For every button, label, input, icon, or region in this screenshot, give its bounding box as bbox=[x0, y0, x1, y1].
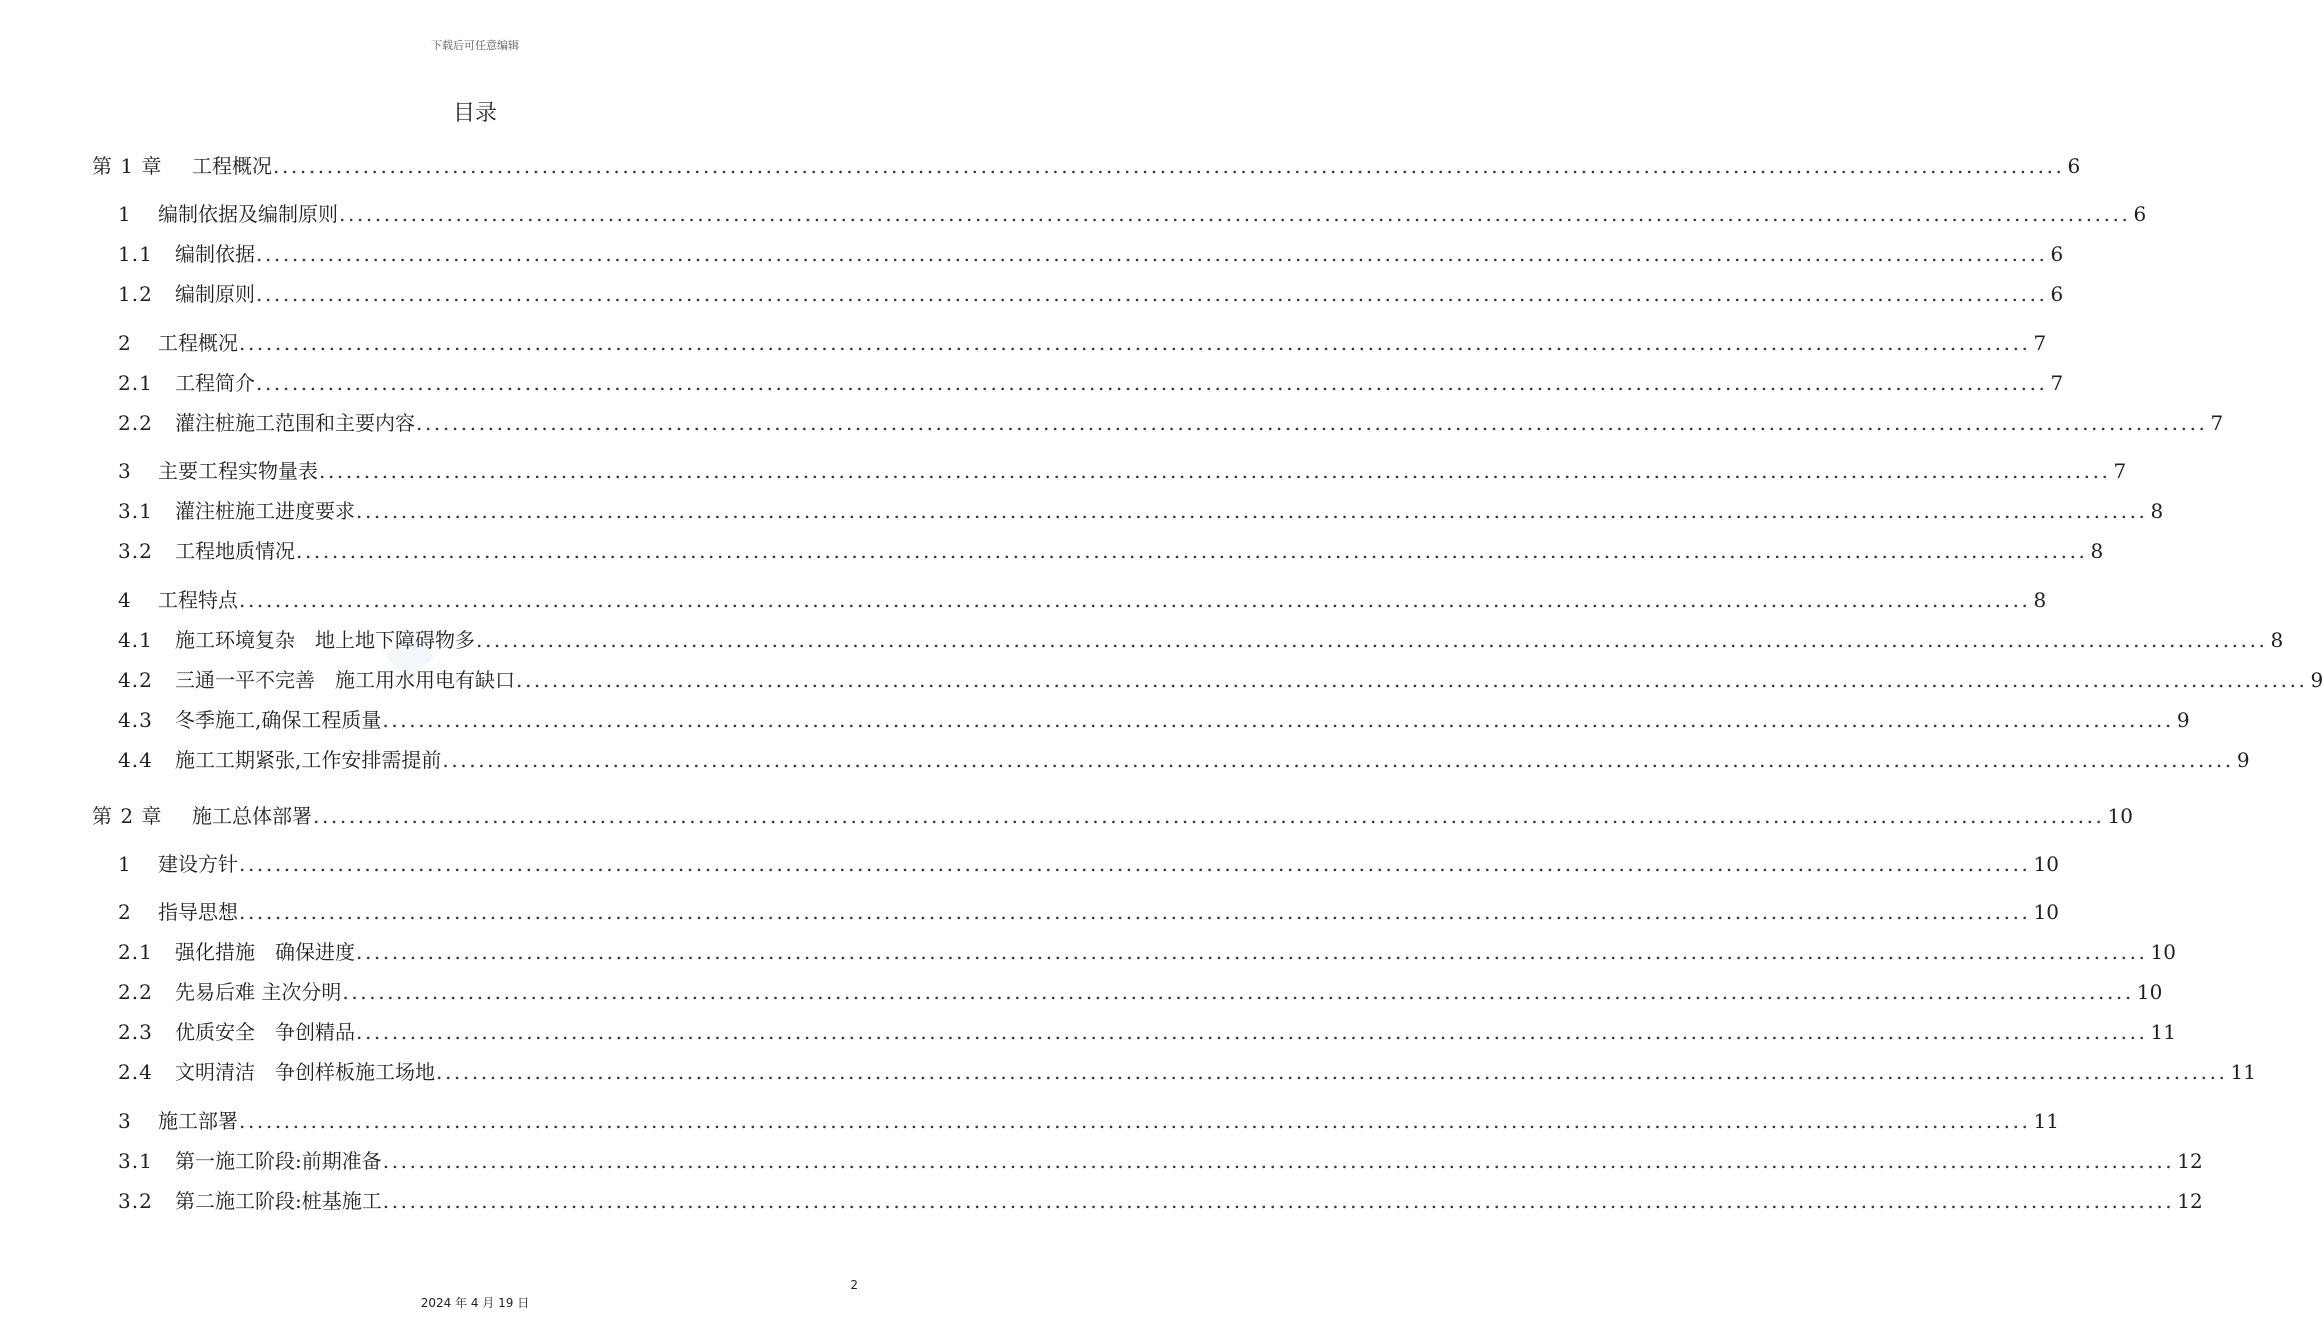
toc-entry-title: 施工环境复杂 地上地下障碍物多 bbox=[175, 628, 475, 652]
toc-entry-number: 3 bbox=[118, 1109, 132, 1133]
toc-entry-number: 2.1 bbox=[118, 940, 153, 964]
toc-entry-number: 2 bbox=[118, 331, 132, 355]
toc-entry-title: 建设方针 bbox=[158, 852, 238, 876]
page-number: 2 bbox=[850, 1278, 858, 1292]
toc-entry[interactable] bbox=[118, 1186, 2203, 1216]
toc-entry-page: 7 bbox=[2033, 331, 2047, 355]
toc-entry-number: 4.3 bbox=[118, 708, 153, 732]
toc-entry[interactable] bbox=[118, 705, 2190, 735]
toc-dot-leader: ........................................................................................................................................................................................................ bbox=[239, 588, 2031, 612]
page-header: 下载后可任意编辑 bbox=[431, 39, 519, 52]
toc-entry-number: 2.1 bbox=[118, 371, 153, 395]
toc-entry[interactable] bbox=[118, 368, 2064, 398]
toc-entry-page: 11 bbox=[2150, 1020, 2176, 1044]
toc-entry-number: 3.1 bbox=[118, 499, 153, 523]
toc-entry-title: 强化措施 确保进度 bbox=[175, 940, 355, 964]
toc-entry-number: 第 1 章 bbox=[92, 154, 163, 178]
toc-dot-leader: ........................................................................................................................................................................................................ bbox=[476, 628, 2268, 652]
toc-entry[interactable] bbox=[118, 585, 2047, 615]
toc-entry-title: 三通一平不完善 施工用水用电有缺口 bbox=[175, 668, 515, 692]
toc-entry-number: 1.2 bbox=[118, 282, 153, 306]
toc-entry-number: 2.2 bbox=[118, 411, 153, 435]
toc-dot-leader: ........................................................................................................................................................................................................ bbox=[342, 980, 2134, 1004]
toc-entry-number: 3.1 bbox=[118, 1149, 153, 1173]
toc-dot-leader: ........................................................................................................................................................................................................ bbox=[442, 748, 2234, 772]
footer-date: 2024 年 4 月 19 日 bbox=[420, 1296, 530, 1310]
toc-entry-title: 第一施工阶段:前期准备 bbox=[175, 1149, 382, 1173]
toc-entry[interactable] bbox=[118, 328, 2047, 358]
toc-dot-leader: ........................................................................................................................................................................................................ bbox=[319, 459, 2111, 483]
toc-entry-page: 10 bbox=[2150, 940, 2176, 964]
toc-entry-page: 11 bbox=[2033, 1109, 2059, 1133]
toc-entry[interactable] bbox=[118, 625, 2284, 655]
toc-entry[interactable] bbox=[118, 239, 2064, 269]
toc-dot-leader: ........................................................................................................................................................................................................ bbox=[416, 411, 2208, 435]
toc-entry-number: 2.3 bbox=[118, 1020, 153, 1044]
toc-entry-title: 灌注桩施工进度要求 bbox=[175, 499, 355, 523]
toc-entry[interactable] bbox=[118, 1057, 2256, 1087]
toc-entry[interactable] bbox=[118, 199, 2147, 229]
toc-entry-number: 4 bbox=[118, 588, 132, 612]
toc-entry-page: 12 bbox=[2177, 1189, 2203, 1213]
toc-entry-number: 第 2 章 bbox=[92, 804, 163, 828]
toc-entry-page: 7 bbox=[2113, 459, 2127, 483]
toc-dot-leader: ........................................................................................................................................................................................................ bbox=[356, 940, 2148, 964]
toc-entry-page: 10 bbox=[2033, 900, 2059, 924]
toc-entry[interactable] bbox=[118, 1146, 2203, 1176]
toc-entry-title: 施工工期紧张,工作安排需提前 bbox=[175, 748, 442, 772]
toc-dot-leader: ........................................................................................................................................................................................................ bbox=[382, 1189, 2175, 1213]
toc-entry-number: 4.4 bbox=[118, 748, 153, 772]
toc-entry-page: 10 bbox=[2033, 852, 2059, 876]
toc-entry-title: 编制原则 bbox=[175, 282, 255, 306]
toc-entry-page: 6 bbox=[2050, 282, 2064, 306]
toc-entry-title: 工程特点 bbox=[158, 588, 238, 612]
toc-entry[interactable] bbox=[118, 849, 2059, 879]
toc-entry-page: 11 bbox=[2230, 1060, 2256, 1084]
toc-entry-title: 工程概况 bbox=[192, 154, 272, 178]
toc-entry-number: 1 bbox=[118, 202, 132, 226]
toc-entry-page: 9 bbox=[2236, 748, 2250, 772]
toc-title: 目录 bbox=[452, 101, 497, 126]
toc-entry-title: 先易后难 主次分明 bbox=[175, 980, 342, 1004]
toc-entry-title: 工程地质情况 bbox=[175, 539, 295, 563]
toc-entry-number: 2.4 bbox=[118, 1060, 153, 1084]
toc-entry-title: 优质安全 争创精品 bbox=[175, 1020, 355, 1044]
toc-entry[interactable] bbox=[118, 665, 2323, 695]
toc-entry-number: 3 bbox=[118, 459, 132, 483]
toc-entry-page: 8 bbox=[2033, 588, 2047, 612]
toc-dot-leader: ........................................................................................................................................................................................................ bbox=[356, 499, 2148, 523]
toc-entry[interactable] bbox=[118, 408, 2224, 438]
toc-dot-leader: ........................................................................................................................................................................................................ bbox=[256, 371, 2048, 395]
toc-dot-leader: ........................................................................................................................................................................................................ bbox=[239, 900, 2031, 924]
toc-dot-leader: ........................................................................................................................................................................................................ bbox=[516, 668, 2308, 692]
toc-entry-title: 编制依据及编制原则 bbox=[158, 202, 338, 226]
toc-entry-title: 灌注桩施工范围和主要内容 bbox=[175, 411, 415, 435]
toc-entry-page: 12 bbox=[2177, 1149, 2203, 1173]
toc-dot-leader: ........................................................................................................................................................................................................ bbox=[382, 708, 2174, 732]
toc-entry[interactable] bbox=[118, 1106, 2059, 1136]
toc-dot-leader: ........................................................................................................................................................................................................ bbox=[296, 539, 2088, 563]
toc-entry-page: 7 bbox=[2210, 411, 2224, 435]
toc-entry[interactable] bbox=[118, 536, 2104, 566]
toc-entry-page: 8 bbox=[2090, 539, 2104, 563]
toc-entry-page: 9 bbox=[2310, 668, 2323, 692]
toc-entry-page: 8 bbox=[2270, 628, 2284, 652]
toc-entry-number: 1 bbox=[118, 852, 132, 876]
toc-dot-leader: ........................................................................................................................................................................................................ bbox=[239, 852, 2031, 876]
toc-entry-page: 10 bbox=[2136, 980, 2163, 1004]
toc-entry-number: 3.2 bbox=[118, 1189, 153, 1213]
toc-entry-title: 文明清洁 争创样板施工场地 bbox=[175, 1060, 435, 1084]
toc-entry-title: 冬季施工,确保工程质量 bbox=[175, 708, 382, 732]
toc-entry[interactable] bbox=[118, 496, 2164, 526]
toc-dot-leader: ........................................................................................................................................................................................................ bbox=[339, 202, 2131, 226]
toc-entry-page: 6 bbox=[2133, 202, 2147, 226]
toc-entry-title: 指导思想 bbox=[158, 900, 238, 924]
toc-entry[interactable] bbox=[118, 937, 2176, 967]
toc-entry-title: 编制依据 bbox=[175, 242, 255, 266]
toc-entry-title: 主要工程实物量表 bbox=[158, 459, 318, 483]
toc-entry-page: 6 bbox=[2067, 154, 2081, 178]
toc-dot-leader: ........................................................................................................................................................................................................ bbox=[239, 1109, 2031, 1133]
toc-entry-page: 10 bbox=[2107, 804, 2133, 828]
toc-dot-leader: ........................................................................................................................................................................................................ bbox=[273, 154, 2065, 178]
toc-entry[interactable] bbox=[118, 456, 2127, 486]
toc-entry-number: 4.2 bbox=[118, 668, 153, 692]
toc-entry-title: 施工部署 bbox=[158, 1109, 238, 1133]
toc-dot-leader: ........................................................................................................................................................................................................ bbox=[436, 1060, 2228, 1084]
toc-entry[interactable] bbox=[118, 279, 2064, 309]
toc-entry[interactable] bbox=[118, 745, 2250, 775]
toc-entry[interactable] bbox=[92, 151, 2081, 181]
toc-entry-page: 9 bbox=[2176, 708, 2190, 732]
toc-entry-page: 6 bbox=[2050, 242, 2064, 266]
toc-entry-title: 施工总体部署 bbox=[192, 804, 312, 828]
toc-entry-number: 3.2 bbox=[118, 539, 153, 563]
toc-entry-number: 4.1 bbox=[118, 628, 153, 652]
toc-dot-leader: ........................................................................................................................................................................................................ bbox=[313, 804, 2105, 828]
toc-dot-leader: ........................................................................................................................................................................................................ bbox=[256, 282, 2048, 306]
toc-dot-leader: ........................................................................................................................................................................................................ bbox=[256, 242, 2048, 266]
toc-entry[interactable] bbox=[92, 801, 2133, 831]
toc-entry-page: 7 bbox=[2050, 371, 2064, 395]
toc-entry-title: 工程简介 bbox=[175, 371, 255, 395]
toc-entry[interactable] bbox=[118, 1017, 2176, 1047]
toc-entry-number: 1.1 bbox=[118, 242, 153, 266]
toc-entry-title: 第二施工阶段:桩基施工 bbox=[175, 1189, 382, 1213]
toc-dot-leader: ........................................................................................................................................................................................................ bbox=[356, 1020, 2148, 1044]
toc-dot-leader: ........................................................................................................................................................................................................ bbox=[382, 1149, 2175, 1173]
toc-entry-number: 2.2 bbox=[118, 980, 153, 1004]
toc-entry[interactable] bbox=[118, 897, 2059, 927]
toc-entry-title: 工程概况 bbox=[158, 331, 238, 355]
toc-entry[interactable] bbox=[118, 977, 2163, 1007]
toc-entry-number: 2 bbox=[118, 900, 132, 924]
toc-entry-page: 8 bbox=[2150, 499, 2164, 523]
toc-dot-leader: ........................................................................................................................................................................................................ bbox=[239, 331, 2031, 355]
